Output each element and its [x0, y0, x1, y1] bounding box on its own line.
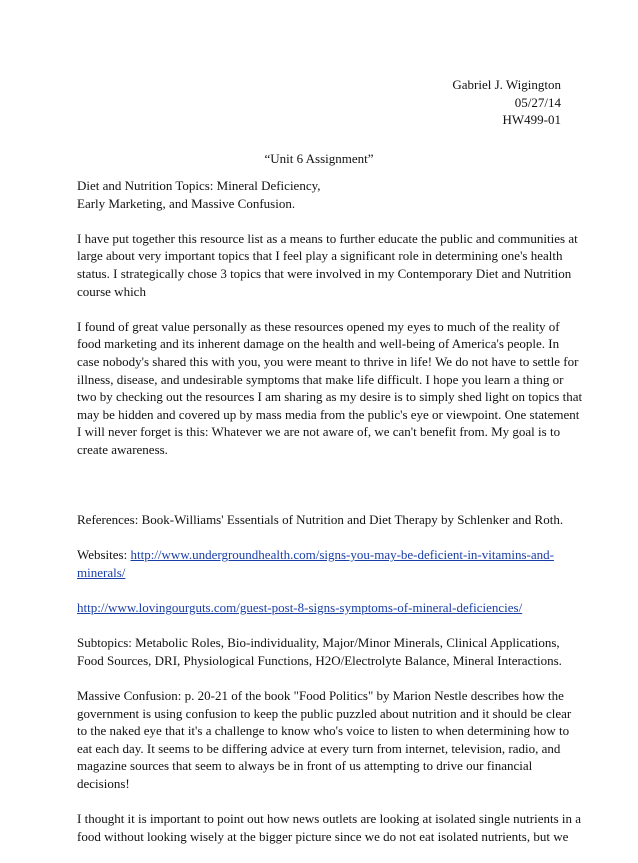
- document-body: [77, 177, 583, 863]
- text-line: government is using confusion to keep the public puzzled about nutrition and it should be clear: [77, 705, 572, 721]
- loving-our-guts-link[interactable]: http://www.lovingourguts.com/guest-post-8-signs-symptoms-of-mineral-deficiencies/: [77, 600, 523, 616]
- text-line: magazine sources that seem to always be in front of us attempting to drive our financial: [77, 758, 533, 774]
- text-line: decisions!: [77, 776, 130, 791]
- value-paragraph: [77, 318, 583, 459]
- text-line: I have put together this resource list as a means to further educate the public and communities at: [77, 230, 578, 246]
- author-header: [452, 76, 561, 129]
- intro-paragraph: [77, 230, 578, 300]
- section-spacer: [77, 476, 569, 511]
- massive-confusion-paragraph: [77, 687, 572, 793]
- text-line: case nobody's shared this with you, you were meant to thrive in life! We do not have to settle for: [77, 353, 579, 369]
- second-website-paragraph: [77, 599, 569, 617]
- text-line: illness, disease, and undesirable symptoms that make life difficult. I hope you learn a thing or: [77, 371, 564, 387]
- text-line: eat each day. It seems to be differing advice at every turn from internet, television, radio, and: [77, 740, 561, 756]
- text-line: Diet and Nutrition Topics: Mineral Deficiency,: [77, 178, 321, 193]
- text-line: food without looking wisely at the bigger picture since we do not eat isolated nutrients, but we: [77, 828, 569, 844]
- text-line: create awareness.: [77, 441, 168, 457]
- text-line: two by checking out the resources I am sharing as my desire is to simply shed light on topics that: [77, 389, 583, 405]
- text-line: I thought it is important to point out how news outlets are looking at isolated single nutrients in a: [77, 811, 582, 827]
- text-line: course which: [77, 283, 146, 299]
- references-paragraph: [77, 511, 569, 529]
- websites-line-continued: [77, 564, 569, 582]
- closing-paragraph: [77, 810, 582, 845]
- text-line: Massive Confusion: p. 20-21 of the book "Food Politics" by Marion Nestle describes how the: [77, 688, 564, 704]
- document-title: “Unit 6 Assignment”: [264, 151, 374, 166]
- text-line: Subtopics: Metabolic Roles, Bio-individuality, Major/Minor Minerals, Clinical Applications,: [77, 635, 560, 651]
- text-line: Food Sources, DRI, Physiological Functions, H2O/Electrolyte Balance, Mineral Interactions.: [77, 652, 562, 668]
- references-line: References: Book-Williams' Essentials of Nutrition and Diet Therapy by Schlenker and Roth.: [77, 512, 564, 528]
- websites-line: [77, 546, 569, 564]
- text-line: to the naked eye that it's a challenge to know who's voice to listen to when determining how to: [77, 723, 570, 739]
- underground-health-link-continued[interactable]: minerals/: [77, 564, 126, 580]
- submission-date: 05/27/14: [514, 94, 561, 110]
- text-line: I found of great value personally as these resources opened my eyes to much of the reality of: [77, 318, 560, 334]
- topics-paragraph: [77, 177, 569, 212]
- text-line: Early Marketing, and Massive Confusion.: [77, 195, 296, 211]
- text-line: I will never forget is this: Whatever we are not aware of, we can't benefit from. My goal is to: [77, 424, 561, 440]
- author-name: Gabriel J. Wigington: [452, 77, 561, 92]
- text-line: large about very important topics that I feel play a significant role in determining one's health: [77, 248, 563, 264]
- websites-paragraph: [77, 546, 569, 581]
- subtopics-paragraph: [77, 634, 569, 669]
- text-line: may be hidden and covered up by mass media from the public's eye or viewpoint. One statement: [77, 406, 580, 422]
- websites-label: Websites:: [77, 547, 131, 563]
- second-website-line: [77, 599, 569, 617]
- underground-health-link[interactable]: http://www.undergroundhealth.com/signs-you-may-be-deficient-in-vitamins-and-: [130, 547, 554, 563]
- text-line: food marketing and its inherent damage on the health and well-being of America's people. In: [77, 336, 560, 352]
- course-code: HW499-01: [502, 112, 561, 127]
- text-line: status. I strategically chose 3 topics that were involved in my Contemporary Diet and Nutrition: [77, 265, 572, 281]
